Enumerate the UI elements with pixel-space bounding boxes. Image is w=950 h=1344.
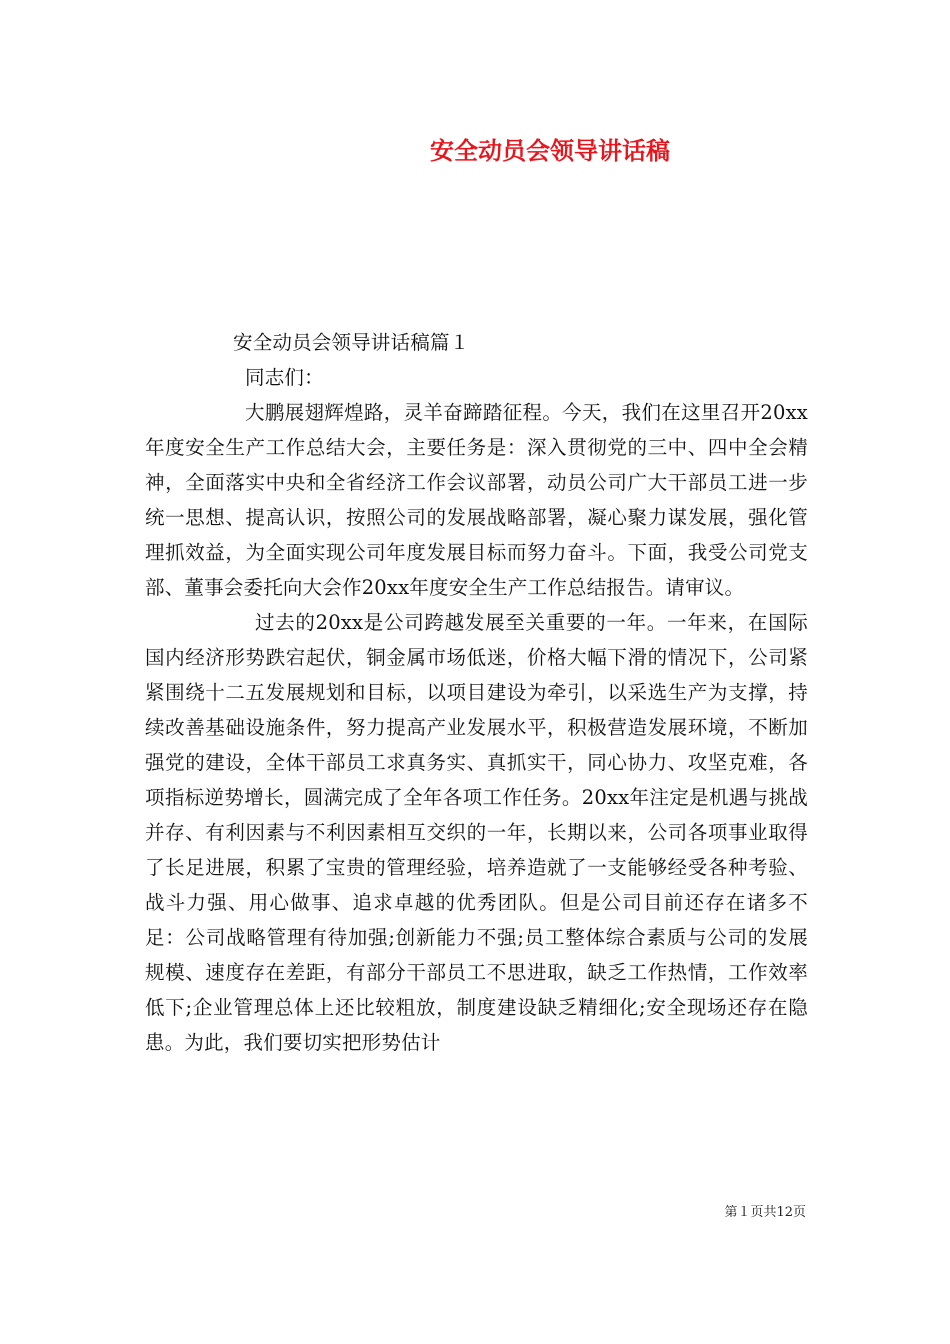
paragraph: 过去的20xx是公司跨越发展至关重要的一年。一年来，在国际国内经济形势跌宕起伏，铜金属市场低迷，价格大幅下滑的情况下，公司紧紧围绕十二五发展规划和目标，以项目建设为牵引，以采选生产为支撑，持续改善基础设施条件，努力提高产业发展水平，积极营造发展环境，不断加强党的建设，全体干部员工求真务实、真抓实干，同心协力、攻坚克难，各项指标逆势增长，圆满完成了全年各项工作任务。20xx年注定是机遇与挑战并存、有利因素与不利因素相互交织的一年，长期以来，公司各项事业取得了长足进展，积累了宝贵的管理经验，培养造就了一支能够经受各种考验、战斗力强、用心做事、追求卓越的优秀团队。但是公司目前还存在诸多不足：公司战略管理有待加强;创新能力不强;员工整体综合素质与公司的发展规模、速度存在差距，有部分干部员工不思进取，缺乏工作热情，工作效率低下;企业管理总体上还比较粗放，制度建设缺乏精细化;安全现场还存在隐患。为此，我们要切实把形势估计 [145,611,808,1054]
page-number: 第１页共12页 [724,1205,806,1220]
document-body [145,325,808,1060]
salutation: 同志们： [245,366,324,389]
section-heading: 安全动员会领导讲话稿篇１ [233,331,470,354]
page-title: 安全动员会领导讲话稿 [430,136,670,165]
paragraph: 大鹏展翅辉煌路，灵羊奋蹄踏征程。今天，我们在这里召开20xx年度安全生产工作总结大会，主要任务是：深入贯彻党的三中、四中全会精神，全面落实中央和全省经济工作会议部署，动员公司广大干部员工进一步统一思想、提高认识，按照公司的发展战略部署，凝心聚力谋发展，强化管理抓效益，为全面实现公司年度发展目标而努力奋斗。下面，我受公司党支部、董事会委托向大会作20xx年度安全生产工作总结报告。请审议。 [145,401,808,599]
